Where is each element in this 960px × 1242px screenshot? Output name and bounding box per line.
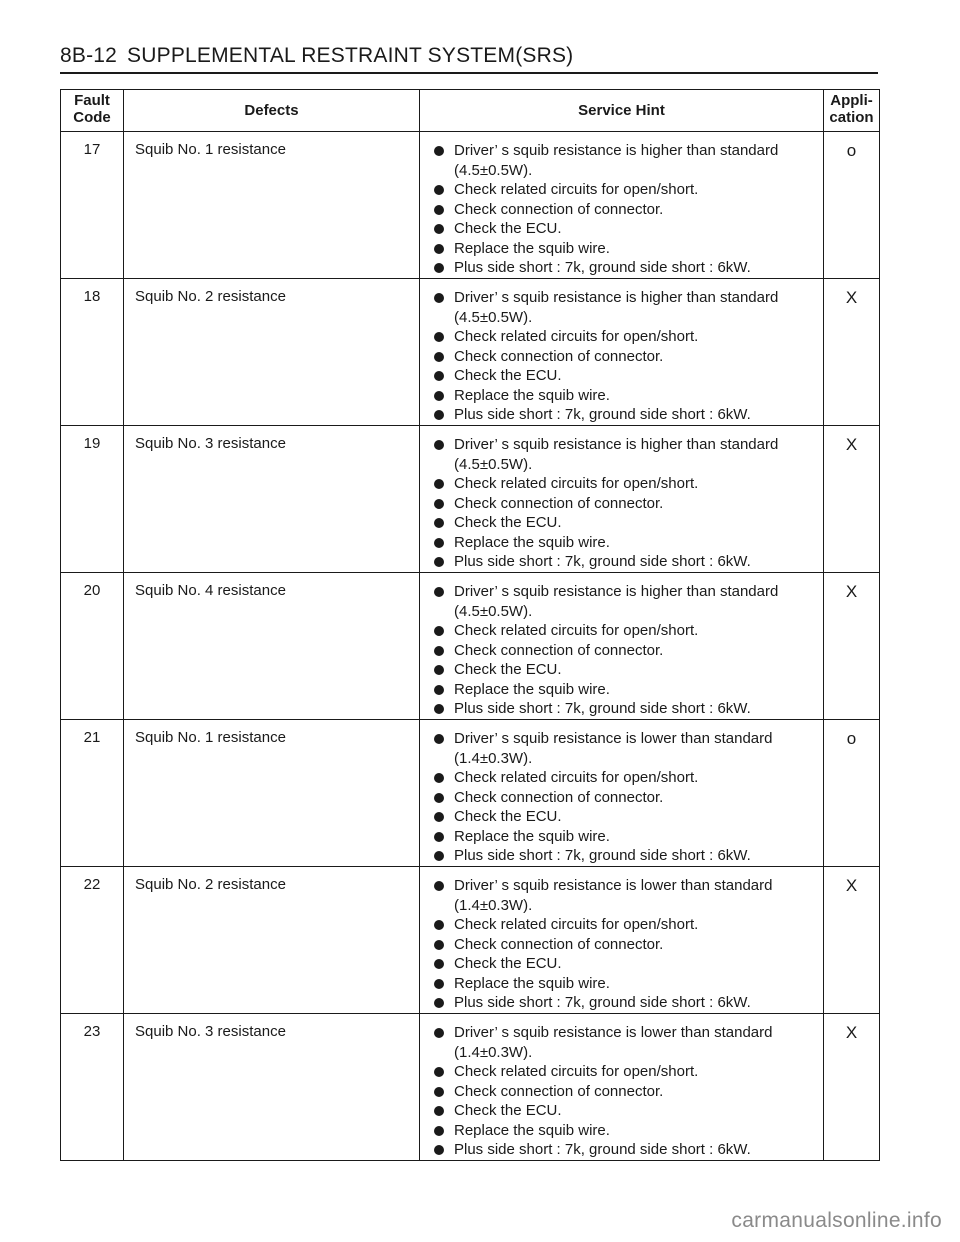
hint-item: Plus side short : 7k, ground side short : 6kW. <box>433 552 819 572</box>
page-number: 8B-12 <box>60 44 118 67</box>
service-hint <box>420 720 824 867</box>
hint-item: Check the ECU. <box>433 513 819 533</box>
hint-list <box>433 288 819 425</box>
page-header <box>60 44 573 68</box>
hint-item: Check the ECU. <box>433 1101 819 1121</box>
defect-description: Squib No. 1 resistance <box>124 132 420 279</box>
defect-description: Squib No. 4 resistance <box>124 573 420 720</box>
hint-item: Check related circuits for open/short. <box>433 768 819 788</box>
header-fault-code: Fault Code <box>61 90 124 132</box>
hint-item: Check connection of connector. <box>433 1082 819 1102</box>
hint-item: Driver’ s squib resistance is lower than standard (1.4±0.3W). <box>433 876 819 915</box>
table-row <box>61 720 880 867</box>
fault-code: 20 <box>61 573 124 720</box>
application-mark: X <box>824 573 880 720</box>
hint-item: Replace the squib wire. <box>433 386 819 406</box>
hint-item: Check connection of connector. <box>433 641 819 661</box>
hint-item: Check connection of connector. <box>433 935 819 955</box>
table-row <box>61 279 880 426</box>
hint-list <box>433 1023 819 1160</box>
defect-description: Squib No. 3 resistance <box>124 1014 420 1161</box>
table-row <box>61 132 880 279</box>
application-mark: X <box>824 867 880 1014</box>
application-mark: X <box>824 1014 880 1161</box>
fault-code: 19 <box>61 426 124 573</box>
hint-item: Driver’ s squib resistance is higher than standard (4.5±0.5W). <box>433 288 819 327</box>
fault-code: 18 <box>61 279 124 426</box>
hint-item: Check related circuits for open/short. <box>433 621 819 641</box>
hint-item: Check related circuits for open/short. <box>433 915 819 935</box>
defect-description: Squib No. 2 resistance <box>124 279 420 426</box>
hint-item: Replace the squib wire. <box>433 680 819 700</box>
hint-item: Plus side short : 7k, ground side short : 6kW. <box>433 1140 819 1160</box>
table-row <box>61 867 880 1014</box>
fault-code: 22 <box>61 867 124 1014</box>
hint-item: Check the ECU. <box>433 954 819 974</box>
hint-item: Plus side short : 7k, ground side short : 6kW. <box>433 258 819 278</box>
fault-code: 17 <box>61 132 124 279</box>
hint-list <box>433 876 819 1013</box>
hint-list <box>433 582 819 719</box>
hint-item: Replace the squib wire. <box>433 533 819 553</box>
defect-description: Squib No. 3 resistance <box>124 426 420 573</box>
fault-code-table <box>60 89 880 1161</box>
hint-item: Check related circuits for open/short. <box>433 180 819 200</box>
service-hint <box>420 426 824 573</box>
hint-item: Check related circuits for open/short. <box>433 1062 819 1082</box>
hint-item: Plus side short : 7k, ground side short : 6kW. <box>433 699 819 719</box>
hint-item: Check related circuits for open/short. <box>433 474 819 494</box>
hint-item: Check the ECU. <box>433 366 819 386</box>
hint-item: Replace the squib wire. <box>433 1121 819 1141</box>
hint-list <box>433 729 819 866</box>
hint-item: Check the ECU. <box>433 219 819 239</box>
hint-item: Check connection of connector. <box>433 347 819 367</box>
application-mark: X <box>824 279 880 426</box>
header-divider <box>60 72 878 74</box>
service-hint <box>420 132 824 279</box>
hint-list <box>433 435 819 572</box>
hint-item: Check the ECU. <box>433 660 819 680</box>
header-service-hint: Service Hint <box>420 90 824 132</box>
hint-item: Replace the squib wire. <box>433 827 819 847</box>
table-row <box>61 1014 880 1161</box>
hint-list <box>433 141 819 278</box>
hint-item: Driver’ s squib resistance is lower than standard (1.4±0.3W). <box>433 729 819 768</box>
hint-item: Plus side short : 7k, ground side short : 6kW. <box>433 846 819 866</box>
fault-code: 23 <box>61 1014 124 1161</box>
table-header-row <box>61 90 880 132</box>
hint-item: Driver’ s squib resistance is higher than standard (4.5±0.5W). <box>433 582 819 621</box>
hint-item: Driver’ s squib resistance is lower than standard (1.4±0.3W). <box>433 1023 819 1062</box>
hint-item: Check related circuits for open/short. <box>433 327 819 347</box>
table-row <box>61 426 880 573</box>
hint-item: Replace the squib wire. <box>433 239 819 259</box>
hint-item: Plus side short : 7k, ground side short : 6kW. <box>433 993 819 1013</box>
application-mark: X <box>824 426 880 573</box>
service-hint <box>420 867 824 1014</box>
defect-description: Squib No. 1 resistance <box>124 720 420 867</box>
page-title: SUPPLEMENTAL RESTRAINT SYSTEM(SRS) <box>127 44 574 67</box>
application-mark: o <box>824 720 880 867</box>
defect-description: Squib No. 2 resistance <box>124 867 420 1014</box>
header-defects: Defects <box>124 90 420 132</box>
fault-code: 21 <box>61 720 124 867</box>
hint-item: Driver’ s squib resistance is higher than standard (4.5±0.5W). <box>433 435 819 474</box>
table-row <box>61 573 880 720</box>
watermark: carmanualsonline.info <box>731 1209 942 1232</box>
hint-item: Check connection of connector. <box>433 200 819 220</box>
hint-item: Check connection of connector. <box>433 494 819 514</box>
hint-item: Plus side short : 7k, ground side short : 6kW. <box>433 405 819 425</box>
header-application: Appli- cation <box>824 90 880 132</box>
application-mark: o <box>824 132 880 279</box>
service-hint <box>420 573 824 720</box>
hint-item: Driver’ s squib resistance is higher than standard (4.5±0.5W). <box>433 141 819 180</box>
service-hint <box>420 279 824 426</box>
hint-item: Check the ECU. <box>433 807 819 827</box>
hint-item: Replace the squib wire. <box>433 974 819 994</box>
service-hint <box>420 1014 824 1161</box>
hint-item: Check connection of connector. <box>433 788 819 808</box>
